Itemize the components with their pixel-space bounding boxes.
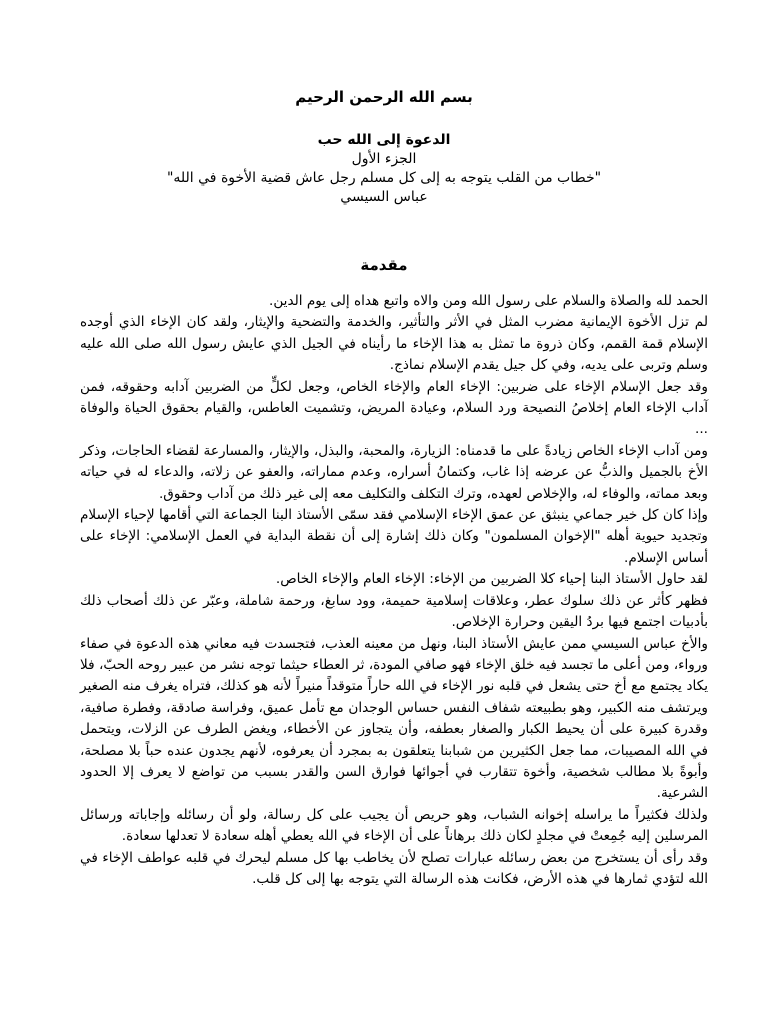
title-block [0, 131, 768, 207]
paragraph: ومن آداب الإخاء الخاص زيادةً على ما قدمناه: الزيارة، والمحبة، والبذل، والإيثار، والمسارعة لقضاء الحاجات، وذكر الأخ بالجميل والذبُّ عن عرضه إذا غاب، وكتمانُ أسراره، وعدم مماراته، والعفو عن زلاته، والدعاء له في حياته وبعد مماته، والوفاء له، والإخلاص لعهده، وترك التكلف والتكليف معه إلى غير ذلك من آداب وحقوق. [80, 442, 708, 502]
document-author: عباس السيسي [340, 189, 428, 205]
document-part: الجزء الأول [351, 151, 417, 167]
paragraph: ولذلك فكثيراً ما يراسله إخوانه الشباب، وهو حريص أن يجيب على كل رسالة، ولو أن رسائله وإجاباته ورسائل المرسلين إليه جُمِعتْ في مجلدٍ لكان ذلك برهاناً على أن الإخاء في الله يعطي أهله سعادة لا تعدلها سعادة. [80, 806, 708, 845]
document-subtitle: "خطاب من القلب يتوجه به إلى كل مسلم رجل عاش قضية الأخوة في الله" [166, 170, 602, 186]
basmala-heading: بسم الله الرحمن الرحيم [295, 88, 473, 106]
paragraph: والأخ عباس السيسي ممن عايش الأستاذ البنا، ونهل من معينه العذب، فتجسدت فيه معاني هذه الدعوة في صفاء ورواء، ومن أعلى ما تجسد فيه خلق الإخاء فهو صافي المودة، ثر العطاء حيثما توجه نشر من عبير روحه الحبّ، فلا يكاد يجتمع مع أخ حتى يشعل في قلبه نور الإخاء في الله حاراً متوقداً منيراً لأنه هو كذلك، فتراه يغرف منه الصغير ويرتشف منه الكبير، وهو بطبيعته شفاف النفس حساس الوجدان مع تأمل عميق، وفراسة صادقة، وفطرة صافية، وقدرة كبيرة على أن يحيط الكبار والصغار بعطفه، وأن يتجاوز عن الأخطاء، ويغض الطرف عن الزلات، ويتحمل في الله المصيبات، مما جعل الكثيرين من شبابنا يتعلقون به بمجرد أن يعرفوه، لأنهم يجدون عنده حباً بلا مصلحة، وأبوةً بلا مطالب شخصية، وأخوة تتقارب في أجوائها فوارق السن والقدر بسبب من تواضع لا يعرف إلا الحدود الشرعية. [80, 635, 708, 802]
paragraph: لقد حاول الأستاذ البنا إحياء كلا الضربين من الإخاء: الإخاء العام والإخاء الخاص. [275, 571, 708, 588]
paragraph: لم تزل الأخوة الإيمانية مضرب المثل في الأثر والتأثير، والخدمة والتضحية والإيثار، ولقد كان الإخاء الذي أوجده الإسلام قمة القمم، وكان ذروة ما تمثل به هذا الإخاء ما رأيناه في الجيل الذي عايش رسول الله صلى الله عليه وسلم وتربى على يديه، وفي كل جيل يقدم الإسلام نماذج. [80, 314, 708, 374]
paragraph: وقد رأى أن يستخرج من بعض رسائله عبارات تصلح لأن يخاطب بها كل مسلم ليحرك في قلبه عواطف الإخاء في الله لتؤدي ثمارها في هذه الأرض، فكانت هذه الرسالة التي يتوجه بها إلى كل قلب. [80, 849, 708, 887]
intro-heading: مقدمة [360, 256, 408, 274]
paragraph: الحمد لله والصلاة والسلام على رسول الله ومن والاه واتبع هداه إلى يوم الدين. [269, 293, 708, 309]
paragraph: وقد جعل الإسلام الإخاء على ضربين: الإخاء العام والإخاء الخاص، وجعل لكلٍّ من الضربين آدابه وحقوقه، فمن آداب الإخاء العام إخلاصُ النصيحة ورد السلام، وعيادة المريض، وتشميت العاطس، والقيام بحقوق الحياة والوفاة ... [80, 378, 708, 438]
document-title: الدعوة إلى الله حب [317, 132, 451, 148]
paragraph: وإذا كان كل خير جماعي ينبثق عن عمق الإخاء الإسلامي فقد سمّى الأستاذ البنا الجماعة التي أقامها لإحياء الإسلام وتجديد حيوية أهله "الإخوان المسلمون" وكان ذلك إشارة إلى أن نقطة البداية في العمل الإسلامي: الإخاء على أساس الإسلام. [80, 507, 708, 566]
body-text [80, 291, 708, 890]
paragraph: فظهر كأثر عن ذلك سلوك عطر، وعلاقات إسلامية حميمة، وود سابغ، ورحمة شاملة، وعبّر عن ذلك أصحاب ذلك بأدبيات اجتمع فيها بردُ اليقين وحرارة الإخلاص. [80, 592, 708, 631]
